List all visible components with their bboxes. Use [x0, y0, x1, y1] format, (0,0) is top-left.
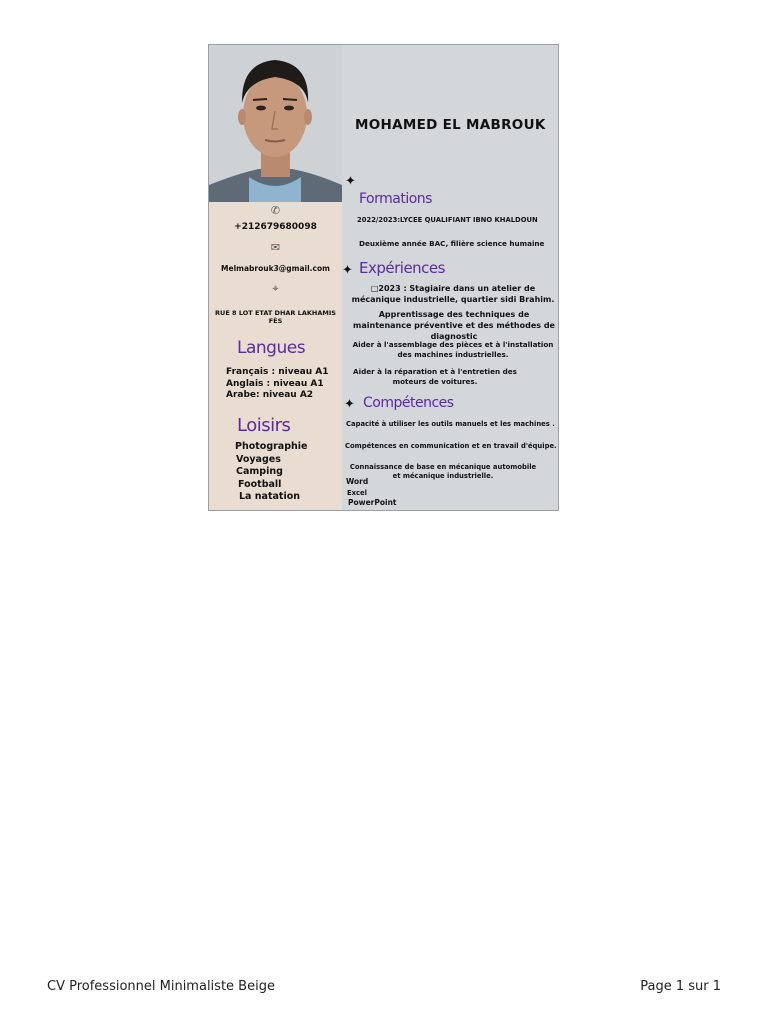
- software-list: [346, 477, 397, 509]
- profile-photo: [209, 45, 342, 202]
- email-address: Melmabrouk3@gmail.com: [221, 264, 330, 273]
- experience-item: Aider à la réparation et à l'entretien des moteurs de voitures.: [353, 367, 517, 386]
- software-item: Word: [346, 477, 369, 486]
- software-item: PowerPoint: [348, 498, 397, 507]
- competence-item: Compétences en communication et en travail d'équipe.: [345, 442, 557, 450]
- langues-list: [226, 367, 329, 402]
- phone-number: +212679680098: [234, 222, 317, 232]
- cv-page: [208, 44, 559, 511]
- loisir-item: Photographie: [235, 441, 308, 452]
- experience-item: □2023 : Stagiaire dans un atelier de mécanique industrielle, quartier sidi Brahim.: [351, 284, 555, 304]
- software-item: Excel: [347, 488, 367, 497]
- right-column: [342, 45, 558, 510]
- formation-line: 2022/2023:LYCEE QUALIFIANT IBNO KHALDOUN: [357, 216, 538, 224]
- formation-line: Deuxième année BAC, filière science humaine: [359, 239, 545, 248]
- experiences-title: Expériences: [359, 259, 445, 277]
- loisir-item: Voyages: [236, 453, 281, 465]
- experience-item: Aider à l'assemblage des pièces et à l'installation des machines industrielles.: [352, 340, 554, 359]
- competence-item: Connaissance de base en mécanique automobile et mécanique industrielle.: [349, 463, 537, 480]
- formations-title: Formations: [359, 191, 432, 207]
- experience-item: Apprentissage des techniques de maintenance préventive et des méthodes de diagnostic: [353, 310, 555, 341]
- loisirs-list: [235, 441, 307, 504]
- sparkle-icon: ✦: [342, 263, 353, 278]
- competence-item: Capacité à utiliser les outils manuels et les machines .: [346, 420, 555, 428]
- loisir-item: La natation: [239, 491, 300, 502]
- loisir-item: Camping: [236, 466, 283, 477]
- competences-title: Compétences: [363, 395, 454, 411]
- address: RUE 8 LOT ETAT DHAR LAKHAMIS FÈS: [215, 309, 336, 325]
- phone-icon: ✆: [270, 204, 281, 217]
- location-pin-icon: ⌖: [272, 282, 279, 295]
- candidate-name: MOHAMED EL MABROUK: [355, 117, 546, 133]
- left-column: [209, 45, 343, 510]
- sparkle-icon: ✦: [345, 174, 356, 189]
- langue-item: Anglais : niveau A1: [226, 378, 324, 389]
- sparkle-icon: ✦: [344, 397, 355, 412]
- page-indicator: Page 1 sur 1: [640, 979, 721, 994]
- langues-title: Langues: [237, 338, 306, 358]
- envelope-icon: ✉: [270, 241, 281, 254]
- langue-item: Arabe: niveau A2: [226, 390, 314, 400]
- document-title: CV Professionnel Minimaliste Beige: [47, 979, 275, 994]
- loisir-item: Football: [238, 478, 282, 490]
- loisirs-title: Loisirs: [237, 415, 291, 436]
- langue-item: Français : niveau A1: [226, 367, 329, 377]
